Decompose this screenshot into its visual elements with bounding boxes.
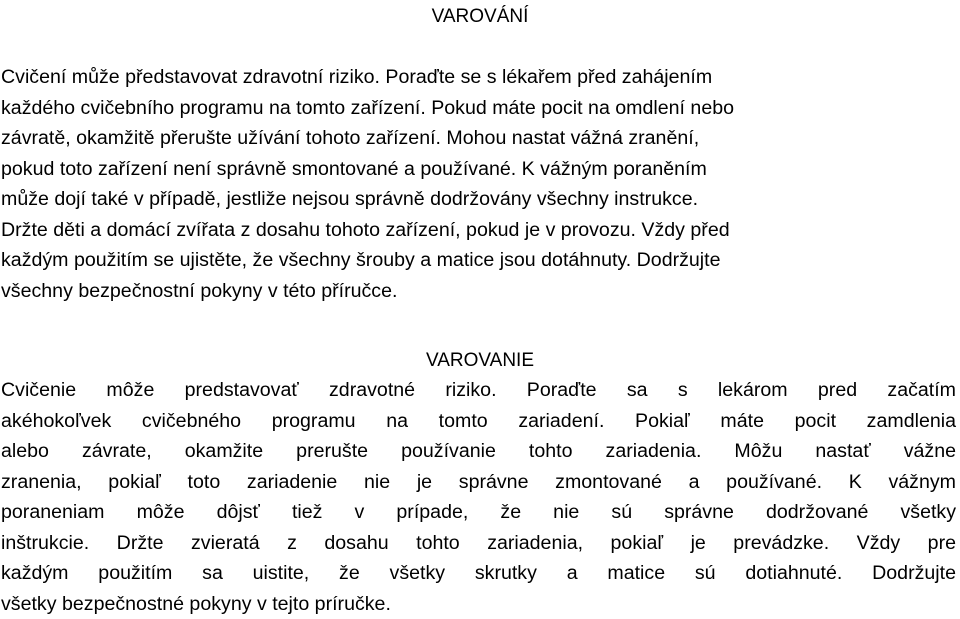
czech-warning-section [0, 2, 960, 306]
czech-warning-line: závratě, okamžitě přerušte užívání tohoto zařízení. Mohou nastat vážná zranění, [0, 123, 960, 154]
czech-warning-line: Cvičení může představovat zdravotní riziko. Poraďte se s lékařem před zahájením [0, 62, 960, 93]
slovak-warning-line: alebo závrate, okamžite prerušte používanie tohto zariadenia. Môžu nastať vážne [0, 436, 956, 467]
slovak-warning-text [0, 375, 960, 619]
slovak-warning-line: Cvičenie môže predstavovať zdravotné riziko. Poraďte sa s lekárom pred začatím [0, 375, 956, 406]
slovak-warning-line: akéhokoľvek cvičebného programu na tomto zariadení. Pokiaľ máte pocit zamdlenia [0, 406, 956, 437]
czech-warning-text [0, 62, 960, 306]
czech-warning-heading: VAROVÁNÍ [0, 2, 960, 31]
czech-warning-line: může dojí také v případě, jestliže nejsou správně dodržovány všechny instrukce. [0, 184, 960, 215]
czech-warning-line: pokud toto zařízení není správně smontované a používané. K vážným poraněním [0, 154, 960, 185]
slovak-warning-line: poraneniam môže dôjsť tiež v prípade, že nie sú správne dodržované všetky [0, 497, 956, 528]
slovak-warning-line: každým použitím sa uistite, že všetky skrutky a matice sú dotiahnuté. Dodržujte [0, 558, 956, 589]
slovak-warning-line: inštrukcie. Držte zvieratá z dosahu tohto zariadenia, pokiaľ je prevádzke. Vždy pre [0, 528, 956, 559]
czech-warning-line: každým použitím se ujistěte, že všechny šrouby a matice jsou dotáhnuty. Dodržujte [0, 245, 960, 276]
slovak-warning-line: všetky bezpečnostné pokyny v tejto príručke. [0, 589, 956, 619]
slovak-warning-line: zranenia, pokiaľ toto zariadenie nie je správne zmontované a používané. K vážnym [0, 467, 956, 498]
slovak-warning-heading: VAROVANIE [0, 346, 960, 375]
czech-warning-line: Držte děti a domácí zvířata z dosahu tohoto zařízení, pokud je v provozu. Vždy před [0, 215, 960, 246]
slovak-warning-section [0, 346, 960, 619]
czech-warning-line: všechny bezpečnostní pokyny v této příručce. [0, 276, 960, 307]
czech-warning-line: každého cvičebního programu na tomto zařízení. Pokud máte pocit na omdlení nebo [0, 93, 960, 124]
